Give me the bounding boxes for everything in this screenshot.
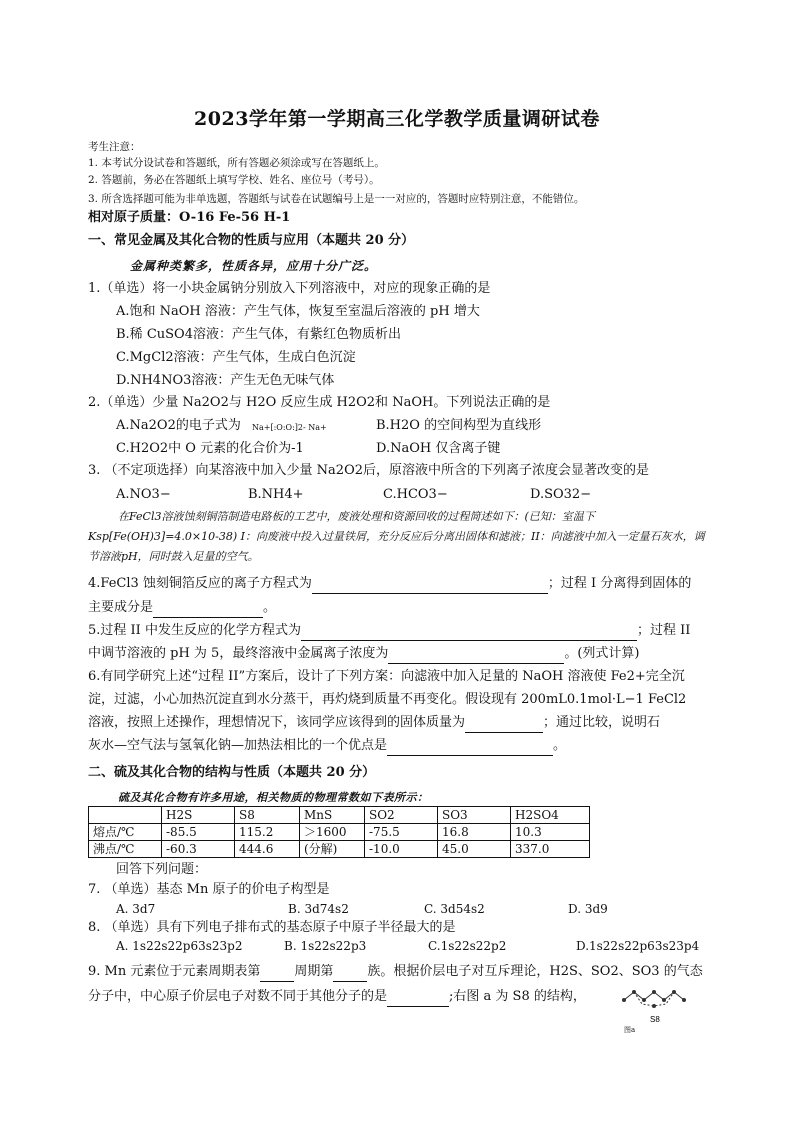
q3-option-a: A.NO3− <box>116 487 171 502</box>
lewis-structure: Na+[:O:O:]2- Na+ <box>252 423 327 432</box>
q4-text-4: 。 <box>263 600 277 615</box>
q3-option-b: B.NH4+ <box>248 487 304 502</box>
page-title: 2023学年第一学期高三化学教学质量调研试卷 <box>194 108 600 130</box>
q2-stem: 2.（单选）少量 Na2O2与 H2O 反应生成 H2O2和 NaOH。下列说法正确的是 <box>88 395 551 410</box>
q8-option-a: A. 1s22s22p63s23p2 <box>116 939 243 953</box>
table-cell: -10.0 <box>365 841 438 858</box>
figure-caption: 图a <box>624 1026 636 1034</box>
table-header-cell: H2S <box>162 807 235 824</box>
q7-option-c: C. 3d54s2 <box>424 902 485 916</box>
q1-option-c: C.MgCl2溶液：产生气体，生成白色沉淀 <box>116 350 356 365</box>
physical-constants-table <box>88 806 590 858</box>
q3-stem: 3. （不定项选择）向某溶液中加入少量 Na2O2后，原溶液中所含的下列离子浓度会显著改变的是 <box>88 463 649 478</box>
q9-text-1a: 9. Mn 元素位于元素周期表第 <box>88 964 261 979</box>
q7-option-b: B. 3d74s2 <box>288 902 349 916</box>
q1-option-a: A.饱和 NaOH 溶液：产生气体，恢复至室温后溶液的 pH 增大 <box>116 304 480 319</box>
table-cell: -60.3 <box>162 841 235 858</box>
table-cell: -85.5 <box>162 824 235 841</box>
q8-stem: 8. （单选）具有下列电子排布式的基态原子中原子半径最大的是 <box>88 920 456 935</box>
q6-text-4b: 。 <box>553 738 567 753</box>
table-cell: 沸点/℃ <box>89 841 162 858</box>
q6-text-3a: 溶液，按照上述操作，理想情况下，该同学应该得到的固体质量为 <box>88 715 466 730</box>
q2-option-c: C.H2O2中 O 元素的化合价为-1 <box>116 441 304 456</box>
q6-text-4a: 灰水—空气法与氢氧化钠—加热法相比的一个优点是 <box>88 738 388 753</box>
section1-heading: 一、常见金属及其化合物的性质与应用（本题共 20 分） <box>88 233 415 248</box>
q2-option-d: D.NaOH 仅含离子键 <box>376 441 501 456</box>
q4-blank-solid[interactable] <box>153 603 263 618</box>
q5-blank-equation[interactable] <box>301 626 637 641</box>
q5-text-1: 5.过程 II 中发生反应的化学方程式为 <box>88 623 301 638</box>
q6-blank-mass[interactable] <box>465 718 543 733</box>
q7-option-a: A. 3d7 <box>116 902 156 916</box>
section2-intro: 硫及其化合物有许多用途，相关物质的物理常数如下表所示： <box>118 791 429 804</box>
table-header-cell: S8 <box>235 807 300 824</box>
table-header-row <box>89 807 590 824</box>
q2-option-b: B.H2O 的空间构型为直线形 <box>376 418 542 433</box>
notice-item-2: 2. 答题前，务必在答题纸上填写学校、姓名、座位号（考号）。 <box>88 174 380 186</box>
table-header-cell: SO2 <box>365 807 438 824</box>
q7-option-d: D. 3d9 <box>568 902 608 916</box>
table-cell: 337.0 <box>511 841 590 858</box>
q8-option-c: C.1s22s22p2 <box>428 939 507 953</box>
notice-item-1: 1. 本考试分设试卷和答题纸，所有答题必须涂或写在答题纸上。 <box>88 157 385 169</box>
table-cell: -75.5 <box>365 824 438 841</box>
q4-text-2: ；过程 I 分离得到固体的 <box>547 576 692 591</box>
q5-text-3: 中调节溶液的 pH 为 5，最终溶液中金属离子浓度为 <box>88 646 389 661</box>
table-header-cell <box>89 807 162 824</box>
q9-text-1b: 周期第 <box>294 964 334 979</box>
q9-text-2b: ;右图 a 为 S8 的结构， <box>449 989 586 1004</box>
q4-blank-equation[interactable] <box>312 579 548 594</box>
q9-blank-molecule[interactable] <box>387 992 449 1007</box>
table-row <box>89 824 590 841</box>
q6-line-2: 淀，过滤，小心加热沉淀直到水分蒸干，再灼烧到质量不再变化。假设现有 200mL0.1mol·L−1 FeCl2 <box>88 692 687 707</box>
q6-blank-advantage[interactable] <box>387 741 553 756</box>
q8-option-b: B. 1s22s22p3 <box>284 939 367 953</box>
q3-option-d: D.SO32− <box>530 487 592 502</box>
q8-option-d: D.1s22s22p63s23p4 <box>576 939 700 953</box>
passage: 在FeCl3溶液蚀刻铜箔制造电路板的工艺中，废液处理和资源回收的过程简述如下：(已知：室温下Ksp[Fe(OH)3]=4.0×10-38) I：向废液中投入过量铁屑，充分反应后分离出固体和滤液；II：向滤液中加入一定量石灰水，调节溶液pH，同时鼓入足量的空气。 <box>88 510 705 563</box>
q5-text-2: ；过程 II <box>636 623 691 638</box>
q9-blank-period[interactable] <box>260 967 294 982</box>
table-cell: ＞1600 <box>300 824 365 841</box>
table-header-cell: H2SO4 <box>511 807 590 824</box>
q1-option-d: D.NH4NO3溶液：产生无色无味气体 <box>116 373 335 388</box>
table-cell: 16.8 <box>438 824 511 841</box>
q1-option-b: B.稀 CuSO4溶液：产生气体，有紫红色物质析出 <box>116 327 401 342</box>
q9-text-1c: 族。根据价层电子对互斥理论，H2S、SO2、SO3 的气态 <box>367 964 703 979</box>
section1-intro: 金属种类繁多，性质各异，应用十分广泛。 <box>130 259 378 273</box>
table-cell: 10.3 <box>511 824 590 841</box>
q3-option-c: C.HCO3− <box>383 487 448 502</box>
q5-blank-concentration[interactable] <box>388 649 564 664</box>
table-header-cell: MnS <box>300 807 365 824</box>
q2-option-a: A.Na2O2的电子式为 <box>116 418 241 433</box>
table-cell: 45.0 <box>438 841 511 858</box>
q6-line-1: 6.有同学研究上述“过程 II”方案后，设计了下列方案：向滤液中加入足量的 NaOH 溶液使 Fe2+完全沉 <box>88 669 685 684</box>
q9-text-2a: 分子中，中心原子价层电子对数不同于其他分子的是 <box>88 989 388 1004</box>
q5-text-4: 。(列式计算) <box>564 646 640 661</box>
notice-heading: 考生注意： <box>88 141 141 153</box>
table-header-cell: SO3 <box>438 807 511 824</box>
table-row <box>89 841 590 858</box>
table-cell: 115.2 <box>235 824 300 841</box>
q4-text-3: 主要成分是 <box>88 600 154 615</box>
notice-item-3: 3. 所含选择题可能为非单选题，答题纸与试卷在试题编号上是一一对应的，答题时应特别注意，不能错位。 <box>88 193 585 205</box>
s8-label: S8 <box>650 1015 660 1024</box>
table-cell: (分解) <box>300 841 365 858</box>
q7-stem: 7. （单选）基态 Mn 原子的价电子构型是 <box>88 882 330 897</box>
table-cell: 444.6 <box>235 841 300 858</box>
atomic-mass: 相对原子质量：O-16 Fe-56 H-1 <box>88 210 291 225</box>
q6-text-3b: ；通过比较，说明石 <box>543 715 661 730</box>
table-cell: 熔点/℃ <box>89 824 162 841</box>
q9-blank-group[interactable] <box>333 967 367 982</box>
s8-structure-figure <box>620 984 694 1030</box>
q1-stem: 1.（单选）将一小块金属钠分别放入下列溶液中，对应的现象正确的是 <box>88 281 491 296</box>
section2-heading: 二、硫及其化合物的结构与性质（本题共 20 分） <box>88 765 376 780</box>
q4-text-1: 4.FeCl3 蚀刻铜箔反应的离子方程式为 <box>88 576 312 591</box>
answer-prompt: 回答下列问题： <box>116 862 208 877</box>
